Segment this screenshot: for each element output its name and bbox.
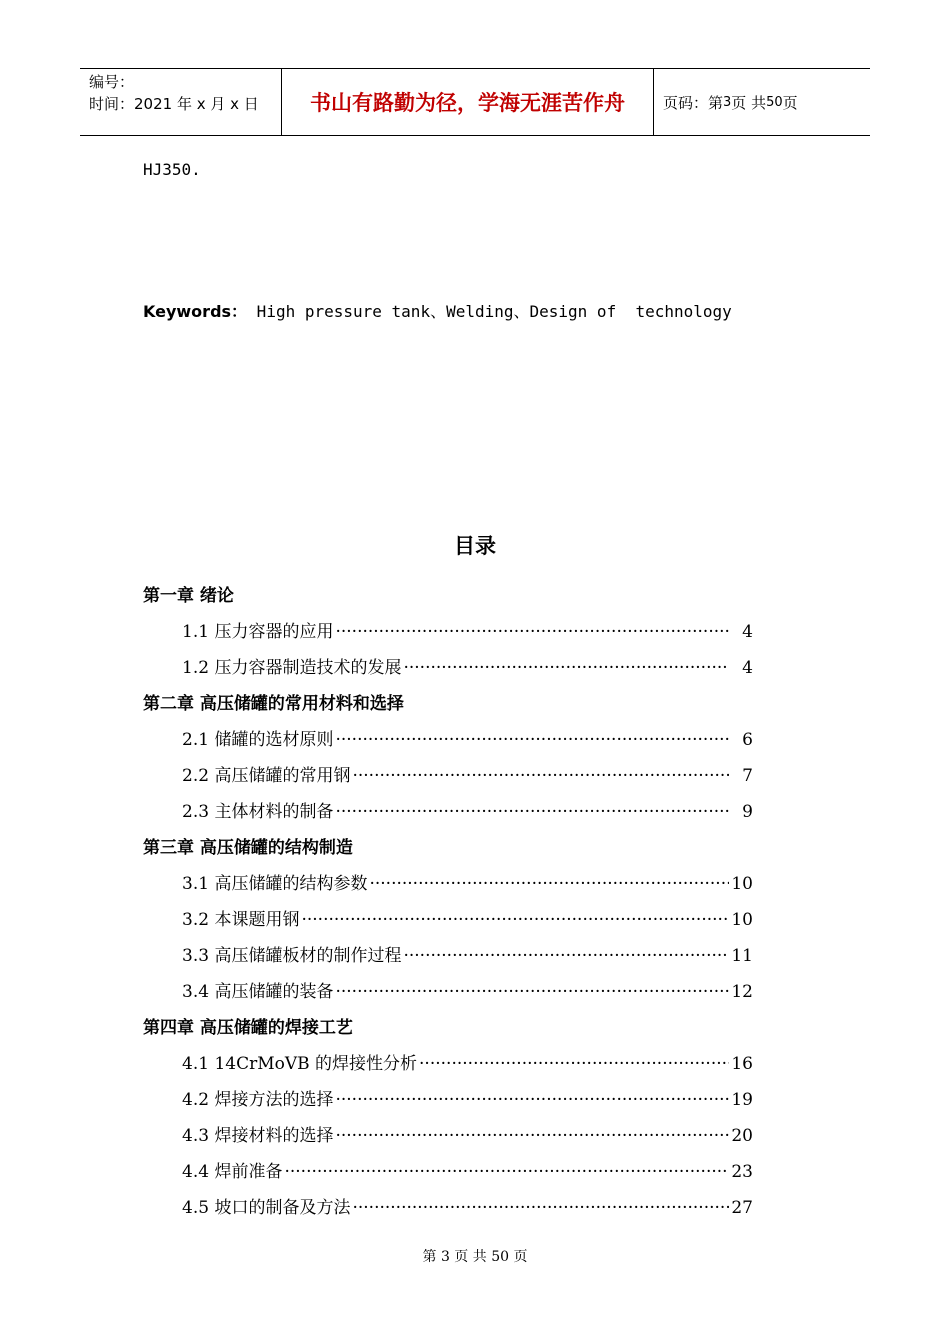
page-mid: 页 共 <box>731 93 767 112</box>
toc-leader-dots <box>284 1154 729 1190</box>
toc-chapter: 第三章 高压储罐的结构制造 <box>143 838 353 858</box>
toc-leader-dots <box>352 758 729 794</box>
toc-entry-label: 4.1 14CrMoVB 的焊接性分析 <box>182 1054 418 1074</box>
toc-entry-page: 4 <box>742 658 753 678</box>
date-label: 时间：2021 年 x 月 x 日 <box>89 95 259 113</box>
toc-entry[interactable] <box>143 650 753 686</box>
toc-leader-dots <box>352 1190 729 1226</box>
toc-leader-dots <box>403 938 729 974</box>
toc-entry-page: 16 <box>731 1054 753 1074</box>
toc-leader-dots <box>335 974 729 1010</box>
toc-leader-dots <box>335 1082 729 1118</box>
toc-entry[interactable] <box>143 1082 753 1118</box>
toc-chapter: 第二章 高压储罐的常用材料和选择 <box>143 694 404 714</box>
toc-entry-label: 4.5 坡口的制备及方法 <box>182 1198 351 1218</box>
header-page-info <box>654 69 870 135</box>
toc-entry[interactable] <box>143 1154 753 1190</box>
toc-leader-dots <box>335 794 729 830</box>
toc-leader-dots <box>403 650 729 686</box>
toc-entry[interactable] <box>143 938 753 974</box>
toc-entry[interactable] <box>143 758 753 794</box>
keywords-label: Keywords： <box>143 302 248 321</box>
page-end: 页 <box>782 93 798 112</box>
header-motto: 书山有路勤为径，学海无涯苦作舟 <box>281 69 654 135</box>
toc-leader-dots <box>301 902 729 938</box>
page-number: 3 <box>723 94 732 110</box>
toc-leader-dots <box>369 866 729 902</box>
toc-entry[interactable] <box>143 614 753 650</box>
toc-entry-label: 4.2 焊接方法的选择 <box>182 1090 334 1110</box>
toc-entry-page: 20 <box>731 1126 753 1146</box>
page-footer: 第 3 页 共 50 页 <box>422 1249 528 1265</box>
toc-entry[interactable] <box>143 974 753 1010</box>
toc-entry-page: 10 <box>731 874 753 894</box>
toc-entry-label: 3.4 高压储罐的装备 <box>182 982 334 1002</box>
toc-chapter: 第一章 绪论 <box>143 586 234 606</box>
toc-entry-label: 3.2 本课题用钢 <box>182 910 300 930</box>
toc-entry-label: 4.3 焊接材料的选择 <box>182 1126 334 1146</box>
toc-entry-page: 23 <box>731 1162 753 1182</box>
toc-entry-label: 3.1 高压储罐的结构参数 <box>182 874 368 894</box>
body-line-hj350: HJ350. <box>143 160 201 179</box>
toc-leader-dots <box>335 1118 729 1154</box>
toc-entry-label: 2.2 高压储罐的常用钢 <box>182 766 351 786</box>
page-header <box>80 68 870 136</box>
toc-entry[interactable] <box>143 722 753 758</box>
toc-entry-page: 10 <box>731 910 753 930</box>
table-of-contents <box>143 578 753 1226</box>
toc-entry-page: 12 <box>731 982 753 1002</box>
toc-entry[interactable] <box>143 794 753 830</box>
toc-entry-label: 1.1 压力容器的应用 <box>182 622 334 642</box>
toc-entry-label: 4.4 焊前准备 <box>182 1162 283 1182</box>
keywords-line <box>143 299 732 322</box>
toc-entry[interactable] <box>143 866 753 902</box>
toc-entry[interactable] <box>143 1190 753 1226</box>
toc-title: 目录 <box>454 534 496 558</box>
toc-entry-page: 19 <box>731 1090 753 1110</box>
toc-entry-page: 4 <box>742 622 753 642</box>
toc-leader-dots <box>335 614 729 650</box>
page-total: 50 <box>766 94 783 110</box>
toc-leader-dots <box>419 1046 729 1082</box>
header-left-cell <box>80 69 281 135</box>
toc-entry-page: 6 <box>742 730 753 750</box>
page-label: 页码：第 <box>663 93 724 112</box>
toc-entry-page: 9 <box>742 802 753 822</box>
toc-entry-label: 1.2 压力容器制造技术的发展 <box>182 658 402 678</box>
toc-entry[interactable] <box>143 1046 753 1082</box>
toc-entry[interactable] <box>143 902 753 938</box>
toc-entry-label: 3.3 高压储罐板材的制作过程 <box>182 946 402 966</box>
toc-entry-page: 11 <box>731 946 753 966</box>
keywords-text: High pressure tank、Welding、Design of technology <box>247 302 732 321</box>
toc-entry[interactable] <box>143 1118 753 1154</box>
toc-chapter: 第四章 高压储罐的焊接工艺 <box>143 1018 353 1038</box>
toc-entry-page: 7 <box>742 766 753 786</box>
code-label: 编号： <box>89 73 135 91</box>
toc-entry-label: 2.1 储罐的选材原则 <box>182 730 334 750</box>
toc-leader-dots <box>335 722 729 758</box>
toc-entry-label: 2.3 主体材料的制备 <box>182 802 334 822</box>
toc-entry-page: 27 <box>731 1198 753 1218</box>
